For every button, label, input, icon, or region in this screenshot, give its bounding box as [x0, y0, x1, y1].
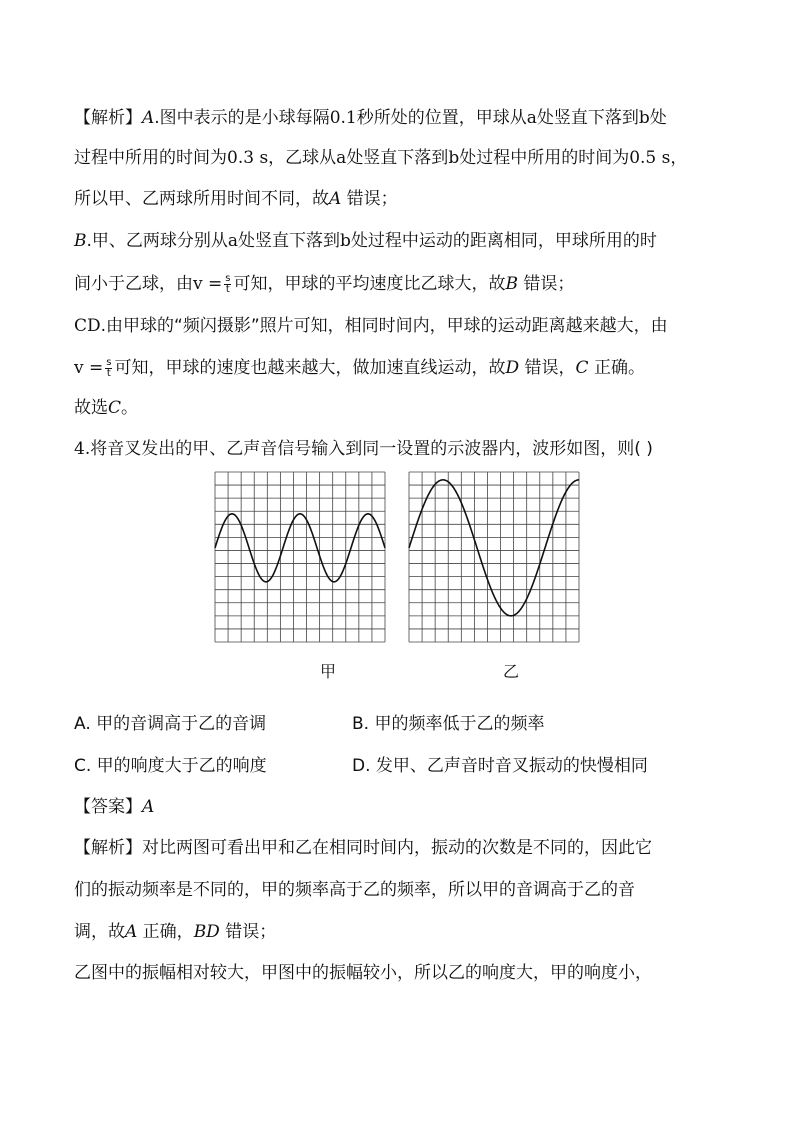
analysis2-line-4: 乙图中的振幅相对较大，甲图中的振幅较小，所以乙的响度大，甲的响度小，: [74, 963, 652, 983]
analysis2-line-2: 们的振动频率是不同的，甲的频率高于乙的频率，所以甲的音调高于乙的音: [74, 880, 635, 900]
analysis-line-7: v = $\frac{s}{t}$ 可知，甲球的速度也越来越大，做加速直线运动，故D 错误，C 正确。: [74, 356, 645, 379]
analysis-line-5: 间小于乙球，由v = $\frac{s}{t}$ 可知，甲球的平均速度比乙球大，故B 错误；: [74, 272, 575, 295]
analysis-label: 【解析】: [74, 108, 142, 128]
figure-caption-yi: 乙: [503, 662, 520, 681]
answer-line: [74, 795, 154, 819]
option-b[interactable]: B. 甲的频率低于乙的频率: [352, 714, 545, 734]
analysis2-line-3: 调，故A 正确，BD 错误；: [74, 922, 277, 942]
figure-caption-jia: 甲: [320, 662, 337, 681]
analysis-line-4: B.甲、乙两球分别从a处竖直下落到b处过程中运动的距离相同，甲球所用的时: [74, 231, 657, 251]
answer-label: 【答案】: [74, 797, 142, 817]
analysis-line-6: CD.由甲球的“频闪摄影”照片可知，相同时间内，甲球的运动距离越来越大，由: [74, 316, 668, 336]
analysis-line-8: 故选C。: [74, 398, 139, 418]
oscilloscope-waveform-yi: [408, 471, 580, 643]
answer-value: A: [142, 797, 155, 817]
analysis-line-1: 【解析】A.图中表示的是小球每隔0.1秒所处的位置，甲球从a处竖直下落到b处: [74, 108, 667, 128]
formula-v: v =: [74, 358, 104, 378]
oscilloscope-waveform-jia: [214, 471, 386, 643]
fraction-s-over-t: $\frac{s}{t}$: [106, 356, 112, 379]
fraction-s-over-t: $\frac{s}{t}$: [225, 272, 231, 295]
option-c[interactable]: C. 甲的响度大于乙的响度: [74, 756, 267, 776]
sine-wave: [409, 480, 579, 616]
analysis2-line-1: 【解析】对比两图可看出甲和乙在相同时间内，振动的次数是不同的，因此它: [74, 838, 652, 858]
option-a[interactable]: A. 甲的音调高于乙的音调: [74, 714, 267, 734]
analysis-line-2: 过程中所用的时间为0.3 s，乙球从a处竖直下落到b处过程中所用的时间为0.5 s，: [74, 148, 688, 168]
formula-v: v =: [193, 274, 223, 294]
analysis-line-3: 所以甲、乙两球所用时间不同，故A 错误；: [74, 189, 398, 209]
question-4: [74, 437, 653, 461]
option-d[interactable]: D. 发甲、乙声音时音叉振动的快慢相同: [352, 756, 648, 776]
question-text: 将音叉发出的甲、乙声音信号输入到同一设置的示波器内，波形如图，则( ): [90, 439, 653, 459]
question-number: 4.: [74, 439, 91, 459]
